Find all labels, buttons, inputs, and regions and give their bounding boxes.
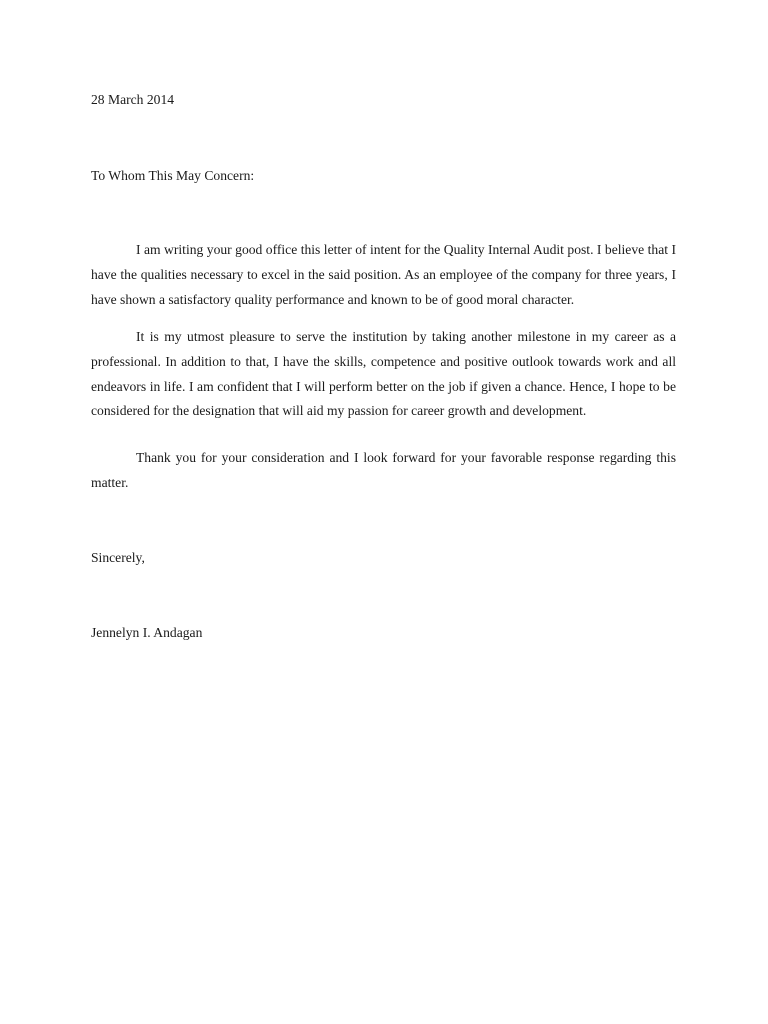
- body-paragraph-1: I am writing your good office this letter of intent for the Quality Internal Audit post. I believe that I have the qualities necessary to excel in the said position. As an employee of the company for three years, I have shown a satisfactory quality performance and known to be of good moral character.: [91, 242, 676, 307]
- signature-name: Jennelyn I. Andagan: [91, 625, 203, 640]
- letter-date: 28 March 2014: [91, 92, 175, 107]
- letter-salutation: To Whom This May Concern:: [91, 168, 255, 183]
- body-paragraph-2: It is my utmost pleasure to serve the institution by taking another milestone in my career as a professional. In addition to that, I have the skills, competence and positive outlook towards work and all endeavors in life. I am confident that I will perform better on the job if given a chance. Hence, I hope to be considered for the designation that will aid my passion for career growth and development.: [91, 329, 676, 419]
- body-paragraph-3: Thank you for your consideration and I look forward for your favorable response regarding this matter.: [91, 450, 676, 490]
- letter-closing: Sincerely,: [91, 550, 145, 565]
